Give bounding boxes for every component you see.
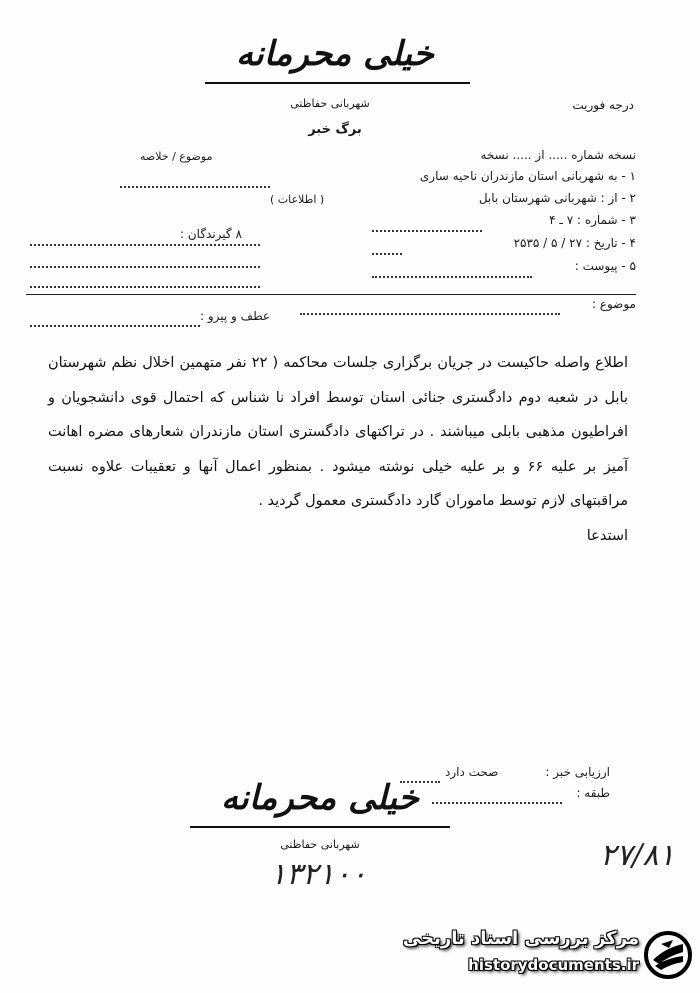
book-logo-icon	[643, 930, 693, 980]
subject-dots	[300, 313, 560, 315]
field-line-5: ۵ - پیوست :	[574, 259, 636, 273]
field-line-3: ۳ - شماره : ۷ ـ ۴	[549, 213, 636, 227]
field-line-1-dots	[120, 186, 270, 188]
field-line-5-dots	[372, 276, 532, 278]
line1-note: موضوع / خلاصه	[140, 150, 213, 163]
recipients-dots-2	[30, 266, 260, 268]
field-line-3-dots	[372, 230, 482, 232]
office-name-top: شهربانی حفاظتی	[290, 97, 370, 110]
classification-stamp-bottom: خیلی محرمانه	[221, 778, 419, 818]
priority-label: درجه فوریت	[572, 98, 634, 112]
report-paragraph: اطلاع واصله حاکیست در جریان برگزاری جلسات محاکمه ( ۲۲ نفر متهمین اخلال نظم شهرستان بابل در شعبه دوم دادگستری جنائی استان توسط افراد نا شناس که احتمال قوی دانشجویان و افراطیون مذهبی بابلی میباشند . در تراکتهای دادگستری استان مازندران شعارهای مضره اهانت آمیز بر علیه ۶۶ و بر علیه خیلی نوشته میشود . بمنظور اعمال آنها و تعقیبات علاوه نسبت مراقبتهای لازم توسط ماموران گارد دادگستری معمول گردید .	[48, 355, 628, 509]
field-line-2-note: ( اطلاعات )	[270, 193, 325, 206]
report-body	[48, 346, 628, 553]
field-line-2: ۲ - از : شهربانی شهرستان بابل	[478, 191, 636, 205]
stamp-top-underline	[205, 82, 470, 84]
archive-watermark	[402, 922, 695, 990]
recipients-dots-3	[30, 286, 260, 288]
recipients-label: ۸ گیرندگان :	[180, 227, 242, 241]
archive-org-name: مرکز بررسی اسناد تاریخی	[402, 928, 639, 949]
field-line-4-dots	[372, 253, 402, 255]
field-line-1: ۱ - به شهربانی استان مازندران ناحیه ساری	[419, 169, 636, 183]
attached-dots	[30, 325, 200, 327]
copy-number-row: نسخه شماره ..... از ..... نسخه	[480, 148, 636, 162]
field-line-4: ۴ - تاریخ : ۲۷ / ۵ / ۲۵۳۵	[513, 236, 636, 250]
subject-label: موضوع :	[591, 297, 636, 311]
form-title: برگ خبر	[308, 122, 362, 137]
classification-stamp-top: خیلی محرمانه	[236, 34, 434, 74]
source-label: طبقه :	[576, 786, 610, 800]
report-sign-off: استدعا	[586, 527, 628, 544]
form-divider	[26, 294, 636, 295]
handwritten-number: ۲۷/۸۱	[600, 838, 675, 873]
recipients-dots-1	[30, 244, 260, 246]
archive-site: historydocuments.ir	[468, 956, 639, 974]
stamp-bottom-underline	[190, 826, 450, 828]
assessment-label: ارزیابی خبر :	[545, 765, 610, 779]
assessment-value: صحت دارد	[445, 765, 499, 779]
attached-label: عطف و پیرو :	[200, 309, 271, 323]
office-name-bottom: شهربانی حفاظتی	[280, 838, 360, 851]
handwritten-code: ۱۳۲۱۰۰	[270, 857, 367, 892]
